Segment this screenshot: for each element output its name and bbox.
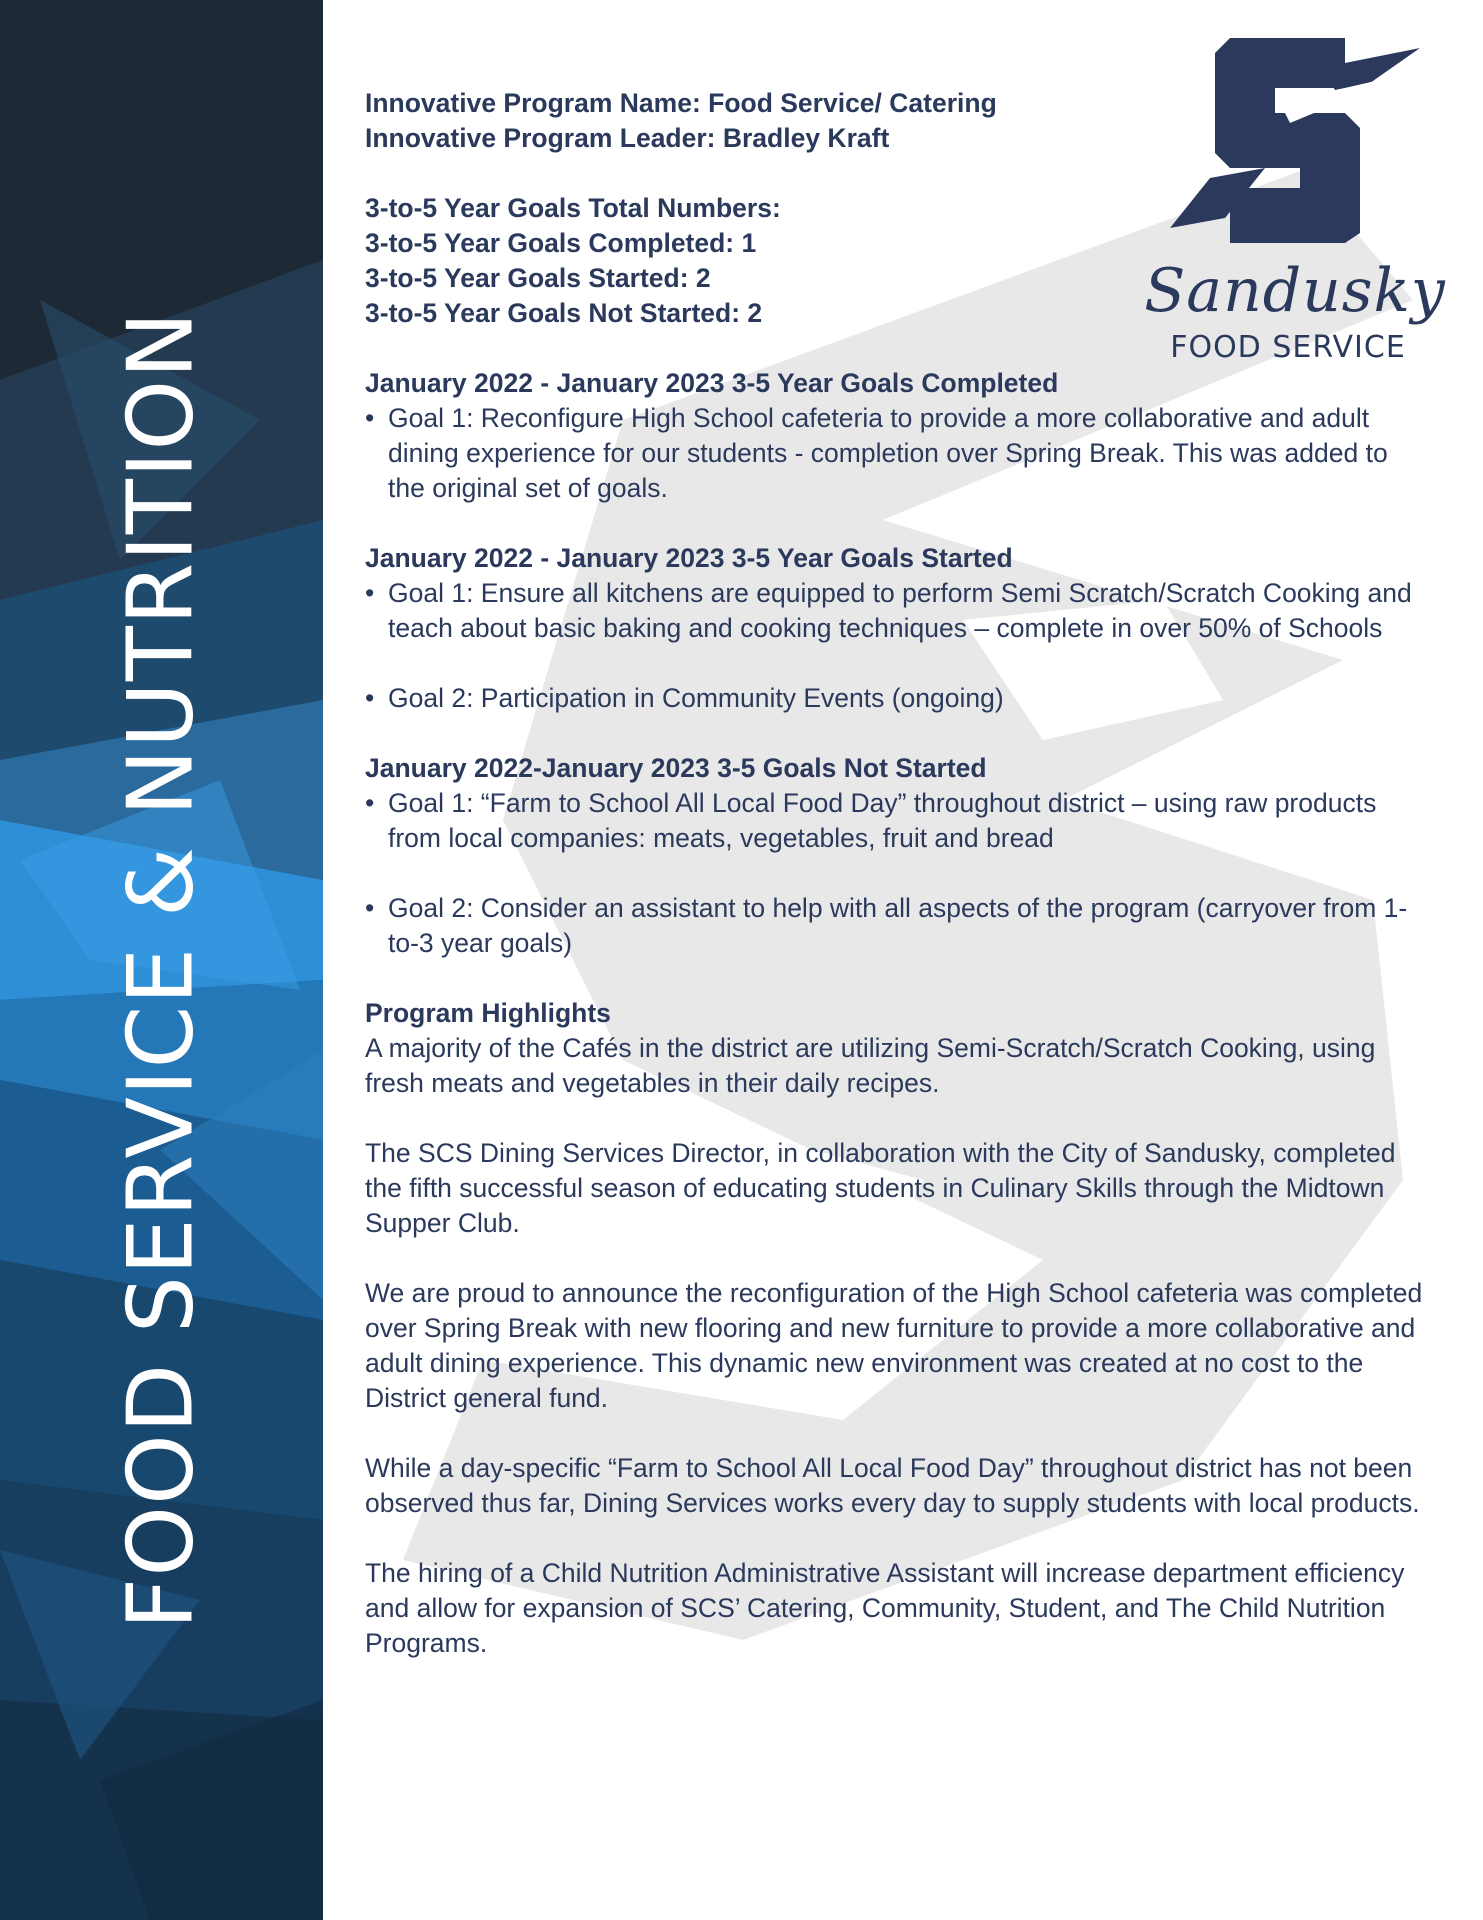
- logo-script-text: Sandusky: [1144, 256, 1446, 326]
- highlight-paragraph: The hiring of a Child Nutrition Administrative Assistant will increase department efficiency and allow for expansion of SCS’ Catering, Community, Student, and The Child Nutrition Programs.: [365, 1558, 1405, 1658]
- goal-text: Goal 1: Ensure all kitchens are equipped to perform Semi Scratch/Scratch Cooking and teach about basic baking and cooking techniques – complete in over 50% of Schools: [388, 578, 1412, 643]
- goal-item: [365, 891, 1425, 961]
- goal-totals: [365, 191, 1425, 331]
- bullet-icon: •: [365, 788, 375, 818]
- goal-text: Goal 1: Reconfigure High School cafeteria to provide a more collaborative and adult dining experience for our students - completion over Spring Break. This was added to the original set of goals.: [388, 403, 1388, 503]
- bullet-icon: •: [365, 683, 375, 713]
- goal-item: [365, 401, 1425, 506]
- highlight-paragraph: The SCS Dining Services Director, in collaboration with the City of Sandusky, completed the fifth successful season of educating students in Culinary Skills through the Midtown Supper Club.: [365, 1138, 1396, 1238]
- totals-started: 3-to-5 Year Goals Started: 2: [365, 263, 711, 293]
- completed-section: [365, 366, 1425, 506]
- bullet-icon: •: [365, 403, 375, 433]
- totals-completed: 3-to-5 Year Goals Completed: 1: [365, 228, 757, 258]
- highlight-paragraph: While a day-specific “Farm to School All Local Food Day” throughout district has not been observed thus far, Dining Services works every day to supply students with local products.: [365, 1453, 1420, 1518]
- highlights-heading: Program Highlights: [365, 998, 611, 1028]
- goal-item: [365, 786, 1425, 856]
- highlight-paragraph: We are proud to announce the reconfiguration of the High School cafeteria was completed over Spring Break with new flooring and new furniture to provide a more collaborative and adult dining experience. This dynamic new environment was created at no cost to the District general fund.: [365, 1278, 1423, 1413]
- logo-subtitle: FOOD SERVICE: [1170, 330, 1406, 365]
- totals-heading: 3-to-5 Year Goals Total Numbers:: [365, 193, 781, 223]
- goal-text: Goal 2: Participation in Community Events (ongoing): [388, 683, 1004, 713]
- not-started-section: [365, 751, 1425, 961]
- goal-item: [365, 576, 1425, 646]
- program-leader: Innovative Program Leader: Bradley Kraft: [365, 123, 890, 153]
- sidebar-banner: [0, 0, 323, 1920]
- section-heading: January 2022 - January 2023 3-5 Year Goals Started: [365, 543, 1013, 573]
- sidebar-title: FOOD SERVICE & NUTRITION: [108, 310, 214, 1630]
- started-section: [365, 541, 1425, 716]
- section-heading: January 2022 - January 2023 3-5 Year Goals Completed: [365, 368, 1059, 398]
- totals-not-started: 3-to-5 Year Goals Not Started: 2: [365, 298, 763, 328]
- program-name: Innovative Program Name: Food Service/ Catering: [365, 88, 997, 118]
- goal-item: [365, 681, 1425, 716]
- highlight-paragraph: A majority of the Cafés in the district are utilizing Semi-Scratch/Scratch Cooking, using fresh meats and vegetables in their daily recipes.: [365, 1033, 1376, 1098]
- highlights-section: [365, 996, 1425, 1661]
- goal-text: Goal 2: Consider an assistant to help with all aspects of the program (carryover from 1-to-3 year goals): [388, 893, 1408, 958]
- bullet-icon: •: [365, 893, 375, 923]
- main-content: [365, 86, 1425, 1661]
- section-heading: January 2022-January 2023 3-5 Goals Not Started: [365, 753, 987, 783]
- goal-text: Goal 1: “Farm to School All Local Food Day” throughout district – using raw products from local companies: meats, vegetables, fruit and bread: [388, 788, 1377, 853]
- bullet-icon: •: [365, 578, 375, 608]
